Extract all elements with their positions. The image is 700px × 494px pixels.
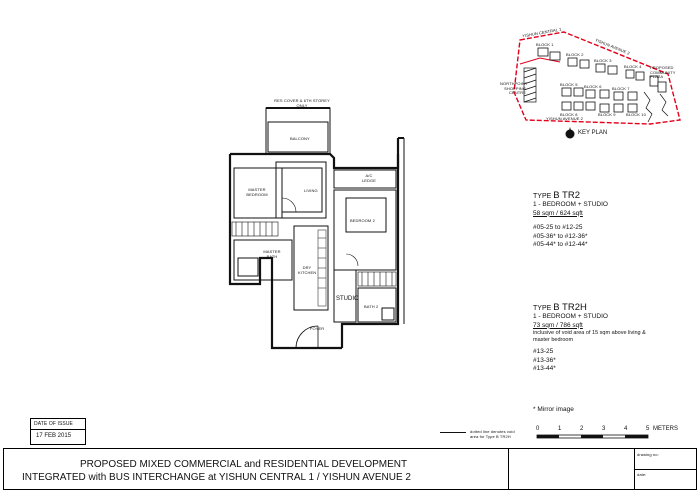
type-prefix: TYPE	[533, 193, 552, 200]
scale-tick: 5	[646, 426, 650, 432]
title-divider	[508, 449, 509, 489]
project-title-line-1: PROPOSED MIXED COMMERCIAL and RESIDENTIAL DEVELOPMENT	[80, 459, 408, 470]
scale-tick: 3	[602, 426, 606, 432]
key-plan-block-label: BLOCK 10	[626, 112, 646, 117]
scale-tick: 1	[558, 426, 562, 432]
type-area: 58 sqm / 624 sqft	[533, 209, 583, 217]
date-label: date:	[637, 472, 647, 477]
type-title	[533, 302, 693, 313]
unit-number: #13-36*	[533, 356, 556, 364]
unit-range: #05-36* to #12-36*	[533, 232, 588, 240]
unit-range: #05-25 to #12-25	[533, 224, 583, 231]
roof-note: RES COVER & 6TH STOREY ONLY	[274, 98, 330, 108]
key-plan-block-label: BLOCK 9	[598, 112, 616, 117]
unit-number: #13-44*	[533, 365, 556, 372]
key-plan-block-label: BLOCK 6	[584, 84, 602, 89]
type-title	[533, 190, 693, 201]
project-title-line-2: INTEGRATED with BUS INTERCHANGE at YISHUN CENTRAL 1 / YISHUN AVENUE 2	[22, 472, 411, 483]
key-plan-block-label: BLOCK 1	[536, 42, 554, 47]
room-living: LIVING	[304, 188, 318, 193]
date-of-issue-box	[30, 418, 86, 445]
type-b-tr2h	[533, 302, 693, 374]
key-plan-block-label: BLOCK 7	[612, 86, 630, 91]
type-prefix: TYPE	[533, 305, 552, 312]
type-area: 73 sqm / 786 sqft	[533, 321, 583, 329]
scale-tick: 0	[536, 426, 540, 432]
key-plan-road-bottom: YISHUN AVENUE 2	[546, 116, 583, 121]
type-config: 1 - BEDROOM + STUDIO	[533, 201, 608, 208]
room-bath-2: BATH 2	[364, 304, 379, 309]
room-master-bedroom: MASTER BEDROOM	[246, 187, 268, 197]
type-name: B TR2H	[553, 302, 587, 313]
date-of-issue-value: 17 FEB 2015	[36, 433, 72, 439]
key-plan-block-label: BLOCK 4	[624, 64, 642, 69]
room-foyer: FOYER	[310, 326, 325, 331]
room-balcony: BALCONY	[290, 136, 310, 141]
mirror-note: * Mirror image	[533, 406, 574, 413]
floor-plan-drawing	[222, 98, 407, 353]
title-block	[3, 448, 697, 490]
key-plan-northpoint: NORTHPOINT SHOPPING CENTRE	[500, 81, 528, 95]
room-studio: STUDIO	[336, 296, 359, 302]
scale-bar	[536, 424, 696, 444]
date-of-issue-label: DATE OF ISSUE	[34, 421, 73, 427]
type-note: inclusive of void area of 15 sqm above living & master bedroom	[533, 330, 646, 343]
key-plan-label: KEY PLAN	[578, 130, 608, 136]
void-legend-text: dotted line denotes void area for Type B TR2H	[470, 429, 515, 439]
floor-plan	[222, 98, 407, 353]
type-name: B TR2	[553, 190, 581, 201]
date-divider	[31, 429, 85, 430]
void-legend-line	[440, 432, 466, 433]
scale-unit: METERS	[653, 426, 679, 432]
key-plan-block-label: BLOCK 3	[594, 58, 612, 63]
key-plan-road-top-left: YISHUN CENTRAL 1	[521, 26, 562, 39]
title-divider	[634, 469, 696, 470]
drawing-no-label: drawing no:	[637, 452, 659, 457]
key-plan-community-plaza: PROPOSED COMMUNITY PLAZA	[650, 65, 676, 79]
key-plan	[500, 22, 690, 152]
type-b-tr2	[533, 190, 693, 250]
room-master-bath: MASTER BATH	[263, 249, 281, 259]
key-plan-road-top-right: YISHUN AVENUE 2	[594, 37, 631, 56]
key-plan-block-label: BLOCK 5	[560, 82, 578, 87]
room-ac-ledge: A/C LEDGE	[361, 173, 377, 183]
type-config: 1 - BEDROOM + STUDIO	[533, 313, 608, 320]
unit-range: #05-44* to #12-44*	[533, 241, 588, 248]
unit-number: #13-25	[533, 348, 554, 355]
scale-tick: 2	[580, 426, 584, 432]
key-plan-block-label: BLOCK 2	[566, 52, 584, 57]
key-plan-block-label: BLOCK 8	[560, 112, 578, 117]
room-bedroom-2: BEDROOM 2	[350, 218, 375, 223]
scale-tick: 4	[624, 426, 628, 432]
room-dry-kitchen: DRY KITCHEN	[298, 265, 317, 275]
